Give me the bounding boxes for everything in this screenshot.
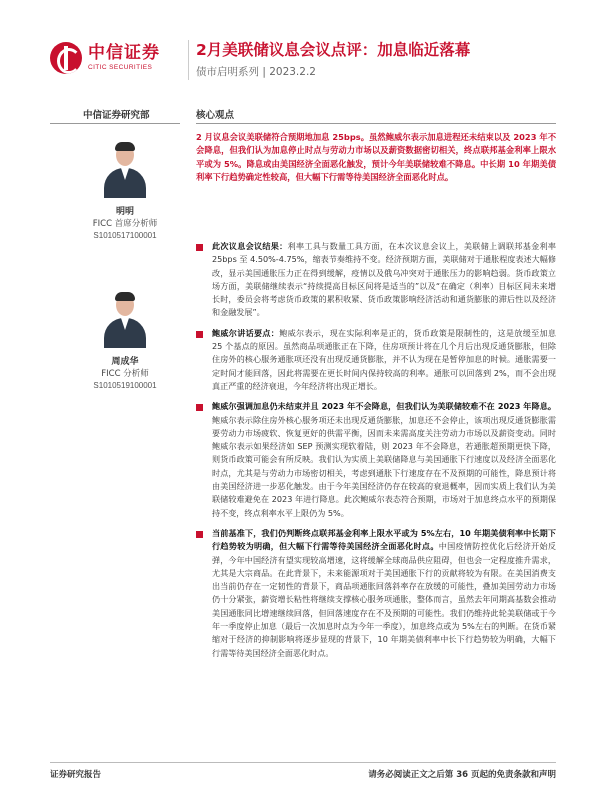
point-outlook [196, 527, 556, 660]
analyst-license: S1010519100001 [93, 381, 157, 390]
point-text: 中国疫情防控优化后经济开始反弹，今年中国经济有望实现较高增速，这将缓解全球商品供应阻碍，但也会一定程度推升需求，尤其是大宗商品。在此背景下，未来能源项对于美国通胀下行的贡献将较为有限。在美国消费支出当前仍存在一定韧性的背景下，商品项通胀回落斜率存在放缓的可能性，叠加美国劳动力市场仍十分紧张，薪资增长粘性将继续支撑核心服务项通胀，整体而言，虽然去年同期高基数会推动美国通胀同比增速继续回落，但回落速度存在不及预期的可能性。我们仍维持此轮美联储或于今年一季度停止加息（最后一次加息时点为今年一季度），加息终点或为 5%左右的判断。在货币紧缩对于经济的抑制影响将逐步显现的背景下，10 年期美债利率中长下行趋势较为明确，大幅下行需等待美国经济全面恶化时点。 [212, 541, 556, 658]
bullet-square-icon [196, 244, 203, 251]
point-powell-remarks [196, 327, 556, 393]
point-lead: 此次议息会议结果： [212, 241, 288, 251]
citic-logo-icon [50, 42, 82, 74]
analyst-photo [100, 140, 150, 198]
footer-rule [50, 762, 556, 763]
footer-report-type: 证券研究报告 [50, 770, 102, 780]
header-divider [188, 40, 189, 80]
bullet-square-icon [196, 531, 203, 538]
analyst-role: FICC 分析师 [101, 369, 149, 379]
point-lead: 鲍威尔强调加息仍未结束并且 2023 年不会降息，但我们认为美联储较难不在 2023 年降息。 [212, 401, 556, 412]
research-dept-label: 中信证券研究部 [83, 110, 150, 121]
analyst-name: 周成华 [111, 357, 139, 367]
point-lead: 鲍威尔讲话要点： [212, 327, 280, 338]
right-section-rule [196, 123, 556, 124]
logo-cn: 中信证券 [88, 43, 160, 63]
bullet-square-icon [196, 404, 203, 411]
analyst-photo [100, 290, 150, 348]
bullet-square-icon [196, 331, 203, 338]
point-text: 鲍威尔表示除住房外核心服务项还未出现反通货膨胀，加息还不会停止，该项出现反通货膨胀需要劳动力市场疲软、恢复更好的供需平衡，因而未来需高度关注劳动力市场以及薪资变动。同时鲍威尔表示如果经济如 SEP 预测实现软着陆，则 2023 年不会降息，若通胀超预期更快下降，则货币政策可能会有所反映。我们认为实质上美联储降息与美国通胀下行速度以及经济全面恶化时点，尤其是与劳动力市场密切相关，考虑到通胀下行速度存在不及预期的可能性，降息预计将由美国经济进一步恶化触发。由于今年美国经济仍存在较高的衰退概率，因而实质上我们认为美联储较难避免在 2023 年进行降息。此次鲍威尔表态符合预期，市场对于加息终点水平的预期保持不变，终点利率水平上限仍为 5%。 [212, 414, 556, 518]
analyst-name: 明明 [115, 207, 134, 217]
series-date: 债市启明系列 | 2023.2.2 [196, 66, 316, 78]
left-section-rule [50, 123, 180, 124]
citic-logo [50, 38, 182, 78]
key-points [196, 240, 556, 667]
core-view-label: 核心观点 [196, 110, 235, 121]
point-meeting-result [196, 240, 556, 320]
logo-en: CITIC SECURITIES [88, 64, 153, 71]
footer-disclaimer: 请务必阅读正文之后第 36 页起的免责条款和声明 [368, 770, 556, 780]
point-text: 鲍威尔表示，现在实际利率是正的，货币政策是限制性的，这是放缓至加息 25 个基点的原因。虽然商品项通胀正在下降，住房项预计将在几个月后出现反通货膨胀，但除住房外的核心服务通胀项还没有出现反通货膨胀，并不认为现在是暂停加息的时候。通胀需要一定时间才能回落，因此将需要在更长时间内保持较高的利率。通胀可以回落到 2%，而不会出现真正严重的经济衰退，今年经济将出现正增长。 [212, 327, 556, 391]
point-lead: 当前基准下，我们仍判断终点联邦基金利率上限水平或为 5%左右，10 年期美债利率中长期下行趋势较为明确，但大幅下行需等待美国经济全面恶化时点。 [212, 527, 556, 552]
summary-paragraph: 2 月议息会议美联储符合预期地加息 25bps。虽然鲍威尔表示加息进程还未结束以及 2023 年不会降息，但我们认为加息停止时点与劳动力市场以及薪资数据密切相关，终点联邦基金利率上限水平或为 5%。降息或由美国经济全面恶化触发，预计今年美联储较难不降息。中长期 10 年期美债利率下行趋势确定性较高，但大幅下行需等待美国经济全面恶化时点。 [196, 132, 556, 182]
report-title: 2月美联储议息会议点评：加息临近落幕 [196, 41, 471, 59]
point-text: 利率工具与数量工具方面，在本次议息会议上，美联储上调联邦基金利率 25bps 至 4.50%-4.75%，缩表节奏维持不变。经济预期方面，美联储对于通胀程度表述大幅修改，显示美国通胀压力正在得到缓解，疫情以及俄乌冲突对于通胀压力的影响趋弱。货币政策立场方面，美联储继续表示“持续提高目标区间将是适当的”以及“在确定（利率）目标区间未来增长时，委员会将考虑货币政策的累积收紧、货币政策影响经济活动和通货膨胀的滞后性以及经济和金融发展”。 [212, 241, 556, 318]
analyst-license: S1010517100001 [93, 231, 157, 240]
point-rate-cut-view [196, 400, 556, 520]
analyst-card [60, 140, 190, 242]
analyst-role: FICC 首席分析师 [92, 219, 158, 229]
analyst-card [60, 290, 190, 392]
